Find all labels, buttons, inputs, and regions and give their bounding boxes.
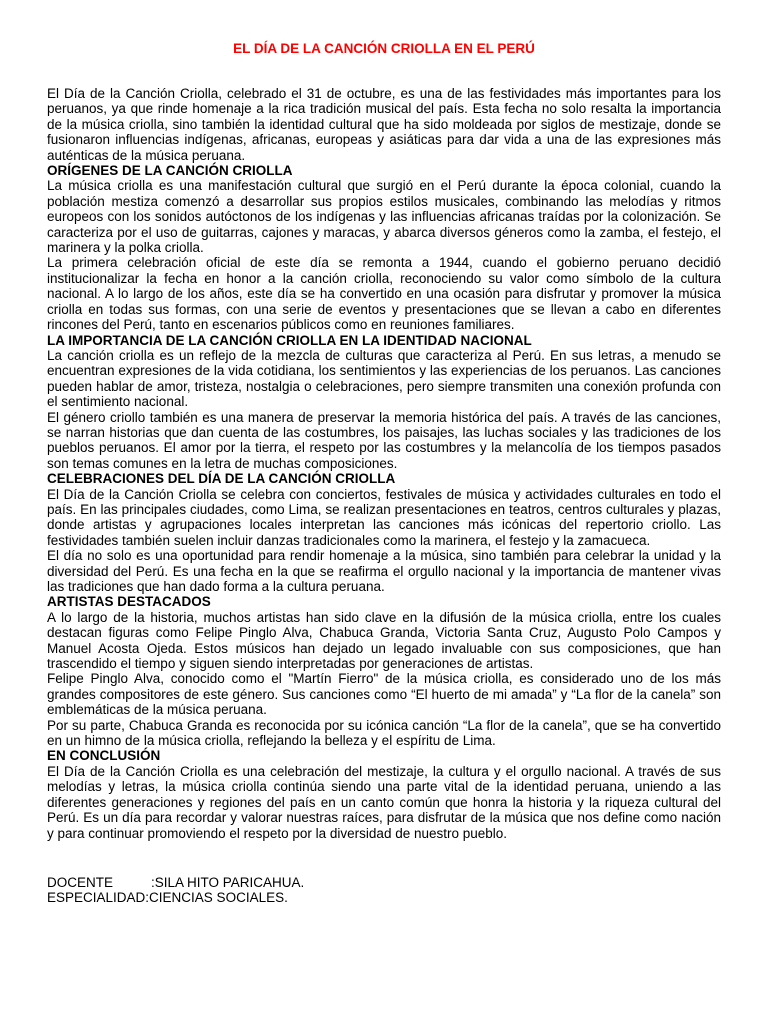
- section-artistas: [47, 594, 721, 748]
- docente-label: DOCENTE: [47, 874, 114, 890]
- intro-paragraph: El Día de la Canción Criolla, celebrado el 31 de octubre, es una de las festividades más importantes para los peruanos, ya que rinde homenaje a la rica tradición musical del país. Esta fecha no solo resalta la importancia de la música criolla, sino también la identidad cultural que ha sido moldeada por siglos de mestizaje, donde se fusionaron influencias indígenas, africanas, europeas y asiáticas para dar vida a una de las expresiones más auténticas de la música peruana.: [47, 86, 721, 163]
- section-paragraph: La canción criolla es un reflejo de la mezcla de culturas que caracteriza al Perú. En sus letras, a menudo se encuentran expresiones de la vida cotidiana, los sentimientos y las experiencias de los peruanos. Las canciones pueden hablar de amor, tristeza, nostalgia o celebraciones, pero siempre transmiten una conexión profunda con el sentimiento nacional.: [47, 347, 721, 410]
- section-paragraph: El género criollo también es una manera de preservar la memoria histórica del país. A través de las canciones, se narran historias que dan cuenta de las costumbres, los paisajes, las luchas sociales y las tradiciones de los pueblos peruanos. El amor por la tierra, el respeto por las costumbres y la melancolía de los tiempos pasados son temas comunes en la letra de muchas composiciones.: [47, 409, 721, 471]
- document-title: EL DÍA DE LA CANCIÓN CRIOLLA EN EL PERÚ: [233, 41, 535, 56]
- section-paragraph: Por su parte, Chabuca Granda es reconocida por su icónica canción “La flor de la canela”, que se ha convertido en un himno de la música criolla, reflejando la belleza y el espíritu de Lima.: [47, 717, 721, 749]
- document-footer: [47, 875, 721, 906]
- section-paragraph: La primera celebración oficial de este día se remonta a 1944, cuando el gobierno peruano decidió institucionalizar la fecha en honor a la canción criolla, reconociendo su valor como símbolo de la cultura nacional. A lo largo de los años, este día se ha convertido en una ocasión para disfrutar y promover la música criolla en todas sus formas, con una serie de eventos y presentaciones que se llevan a cabo en diferentes rincones del Perú, tanto en escenarios públicos como en reuniones familiares.: [47, 255, 721, 333]
- section-origenes: [47, 163, 721, 332]
- section-heading: LA IMPORTANCIA DE LA CANCIÓN CRIOLLA EN LA IDENTIDAD NACIONAL: [47, 332, 532, 348]
- docente-value: :SILA HITO PARICAHUA.: [151, 874, 305, 890]
- especialidad-value: :CIENCIAS SOCIALES.: [145, 890, 288, 906]
- section-heading: ORÍGENES DE LA CANCIÓN CRIOLLA: [47, 163, 293, 179]
- section-heading: CELEBRACIONES DEL DÍA DE LA CANCIÓN CRIOLLA: [47, 471, 396, 487]
- section-paragraph: Felipe Pinglo Alva, conocido como el "Martín Fierro" de la música criolla, es considerado uno de los más grandes compositores de este género. Sus canciones como “El huerto de mi amada” y “La flor de la canela” son emblemáticas de la música peruana.: [47, 671, 721, 718]
- section-heading: EN CONCLUSIÓN: [47, 748, 161, 764]
- section-importancia: [47, 333, 721, 472]
- docente-row: [47, 875, 721, 890]
- section-conclusion: [47, 748, 721, 840]
- section-paragraph: El Día de la Canción Criolla es una celebración del mestizaje, la cultura y el orgullo nacional. A través de sus melodías y letras, la música criolla continúa siendo una parte vital de la identidad peruana, uniendo a las diferentes generaciones y regiones del país en un canto común que honra la historia y la riqueza cultural del Perú. Es un día para recordar y valorar nuestras raíces, para disfrutar de la música que nos define como nación y para continuar promoviendo el respeto por la diversidad de nuestro pueblo.: [47, 763, 721, 841]
- section-paragraph: La música criolla es una manifestación cultural que surgió en el Perú durante la época colonial, cuando la población mestiza comenzó a desarrollar sus propios estilos musicales, combinando las melodías y ritmos europeos con los sonidos autóctonos de los indígenas y las influencias africanas traídas por la colonización. Se caracteriza por el uso de guitarras, cajones y maracas, y abarca diversos géneros como la zamba, el festejo, el marinera y la polka criolla.: [47, 178, 721, 256]
- section-heading: ARTISTAS DESTACADOS: [47, 594, 211, 610]
- section-celebraciones: [47, 471, 721, 594]
- section-paragraph: El día no solo es una oportunidad para rendir homenaje a la música, sino también para celebrar la unidad y la diversidad del Perú. Es una fecha en la que se reafirma el orgullo nacional y la importancia de mantener vivas las tradiciones que han dado forma a la cultura peruana.: [47, 548, 721, 594]
- especialidad-row: [47, 890, 721, 905]
- section-paragraph: El Día de la Canción Criolla se celebra con conciertos, festivales de música y actividades culturales en todo el país. En las principales ciudades, como Lima, se realizan presentaciones en teatros, centros culturales y plazas, donde artistas y agrupaciones locales interpretan las canciones más icónicas del repertorio criollo. Las festividades también suelen incluir danzas tradicionales como la marinera, el festejo y la zamacueca.: [47, 486, 721, 548]
- section-paragraph: A lo largo de la historia, muchos artistas han sido clave en la difusión de la música criolla, entre los cuales destacan figuras como Felipe Pinglo Alva, Chabuca Granda, Victoria Santa Cruz, Augusto Polo Campos y Manuel Acosta Ojeda. Estos músicos han dejado un legado invaluable con sus composiciones, que han trascendido el tiempo y siguen siendo interpretadas por generaciones de artistas.: [47, 609, 721, 672]
- especialidad-label: ESPECIALIDAD: [47, 890, 146, 906]
